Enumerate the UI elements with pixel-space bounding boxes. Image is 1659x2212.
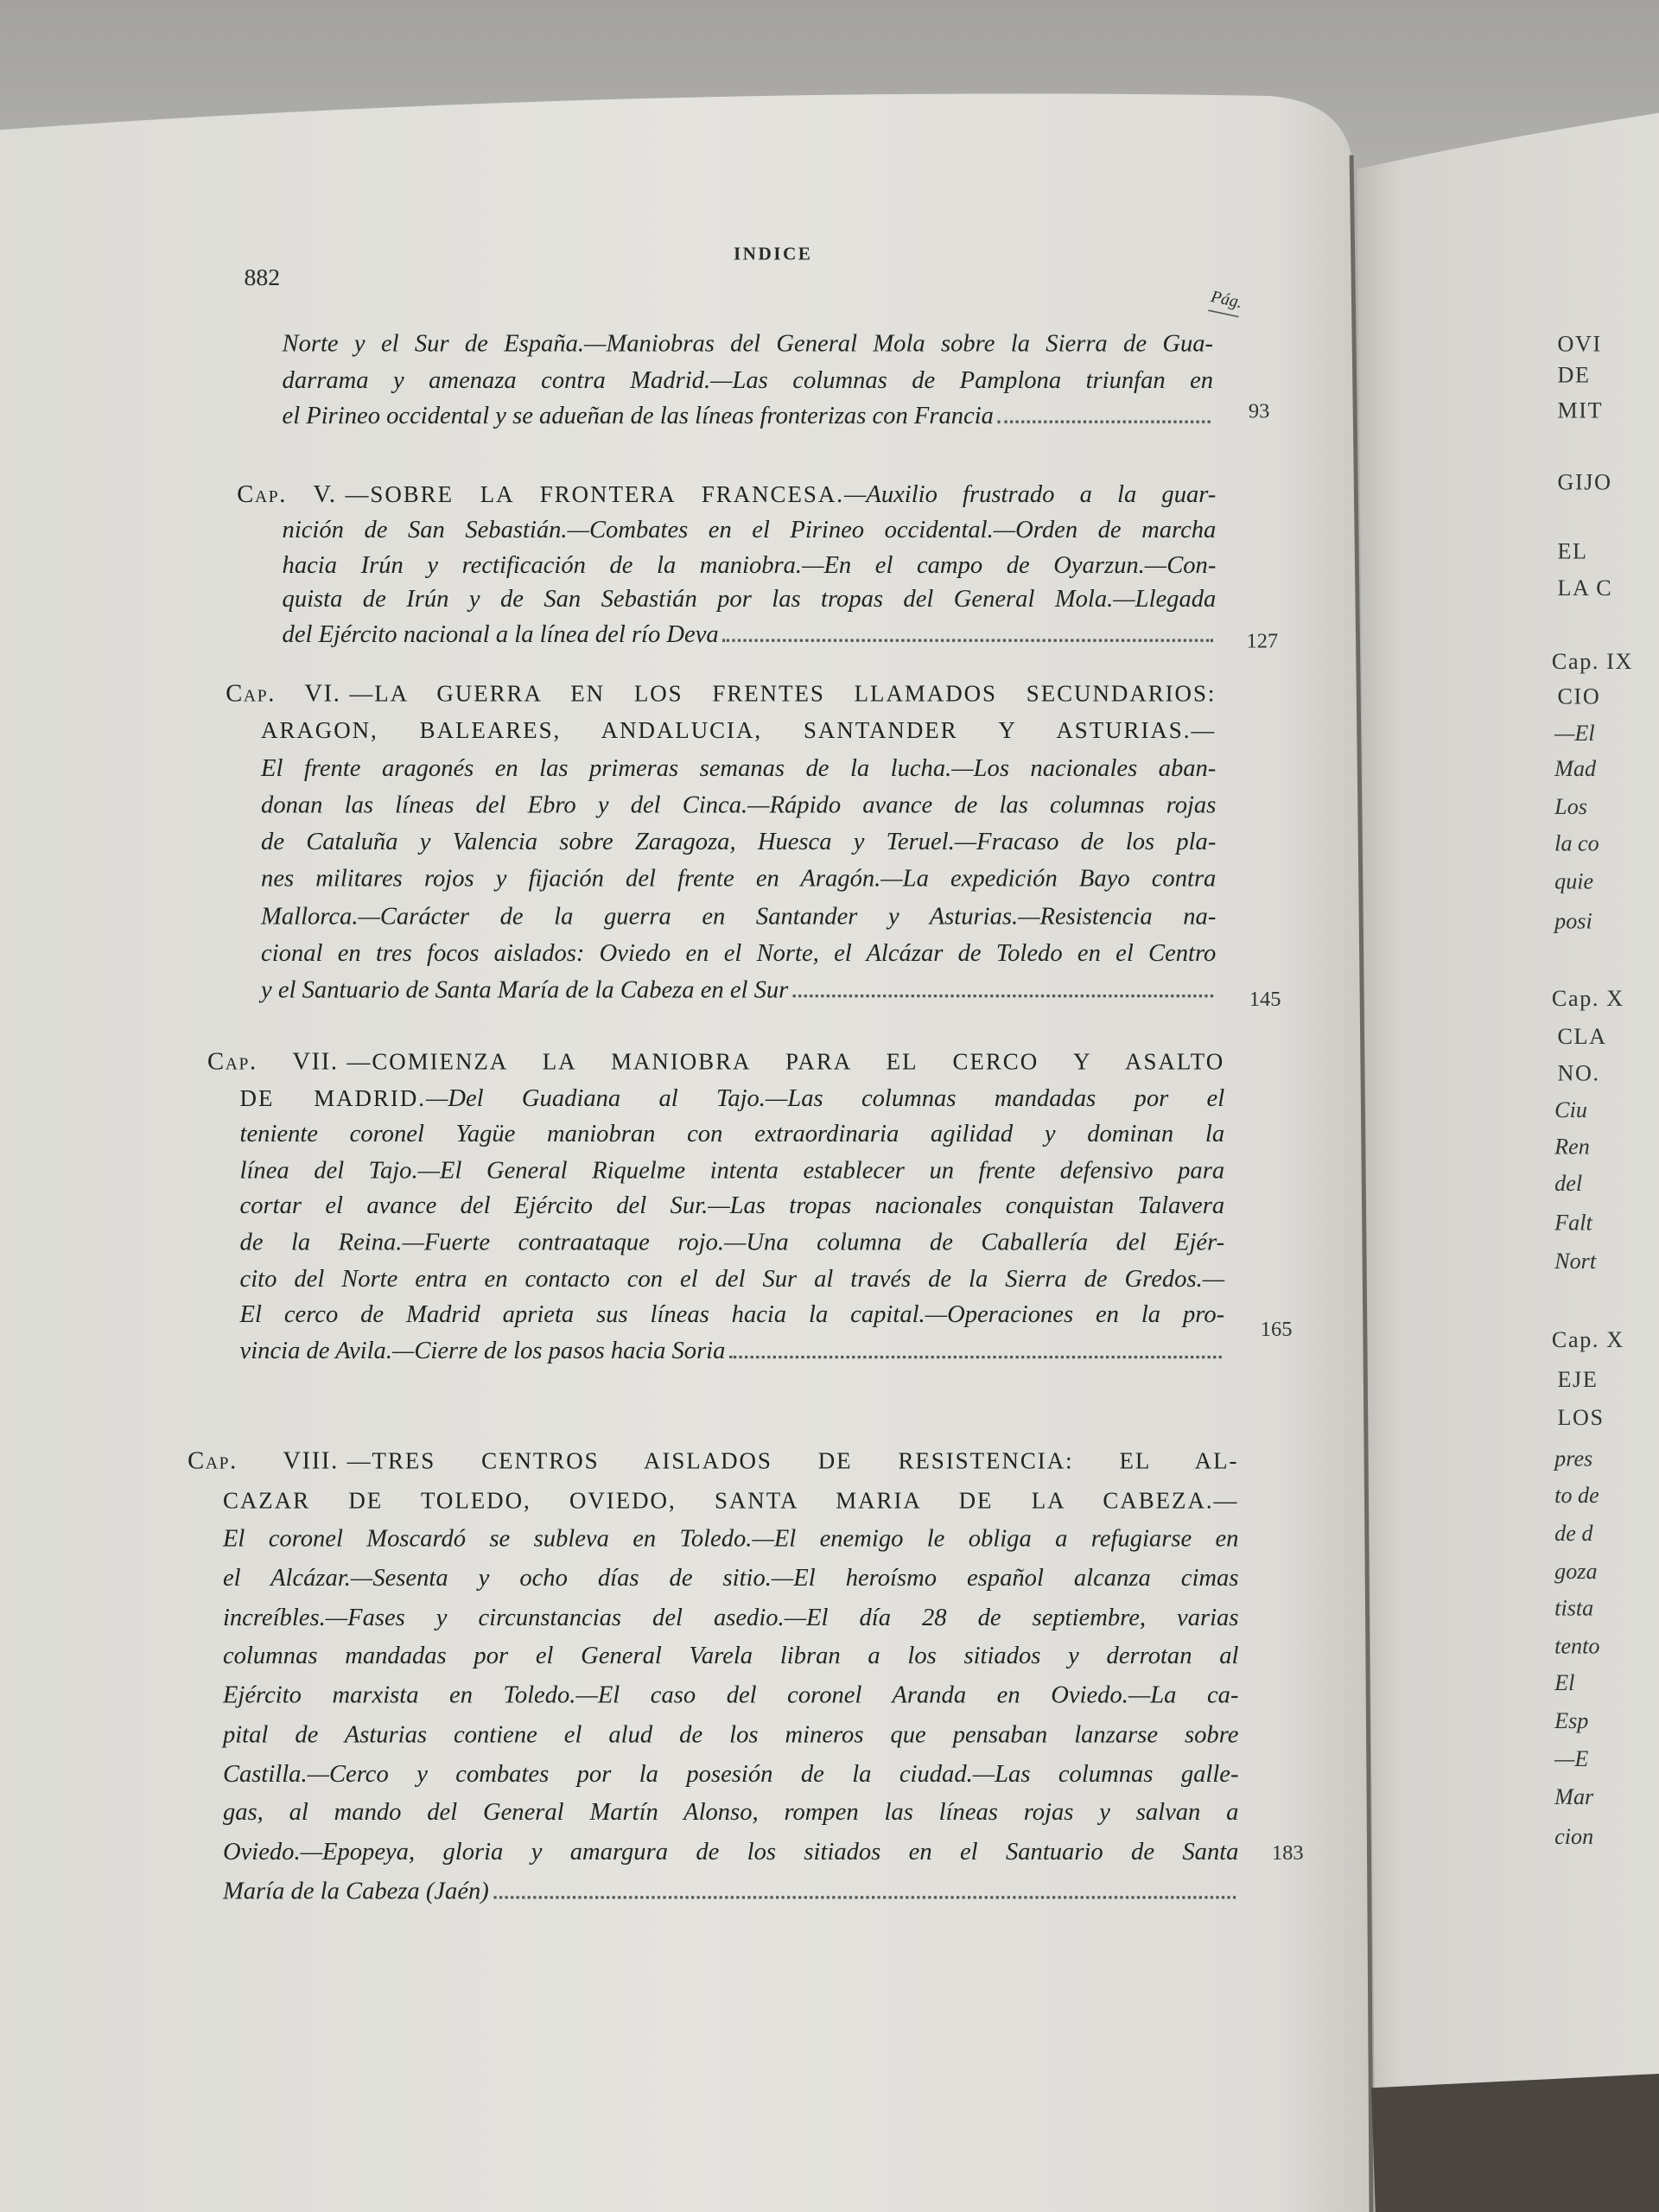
toc-entry-chapter-6: [226, 678, 1281, 1012]
right-page-fragment: tento: [1554, 1635, 1600, 1659]
toc-line: [223, 1681, 1239, 1719]
chapter-summary: donan las líneas del Ebro y del Cinca.—Rápido avance de las columnas rojas: [261, 790, 1217, 818]
toc-line: [283, 515, 1217, 550]
right-page-fragment: Esp: [1554, 1709, 1589, 1734]
toc-entry-chapter-7: [207, 1046, 1293, 1371]
chapter-summary: —Del Guadiana al Tajo.—Las columnas mandadas por el: [425, 1083, 1225, 1111]
toc-line: [223, 1563, 1239, 1602]
toc-line: [223, 1758, 1239, 1797]
chapter-label: Cap. VII.: [207, 1046, 339, 1076]
toc-line: [283, 362, 1214, 398]
toc-line: [283, 397, 1214, 434]
toc-line: [240, 1336, 1225, 1372]
chapter-summary: María de la Cabeza (Jaén): [222, 1875, 489, 1904]
toc-line: [237, 480, 1216, 514]
toc-line: [223, 1797, 1239, 1836]
chapter-summary: Mallorca.—Carácter de la guerra en Santander y Asturias.—Resistencia na-: [261, 900, 1217, 930]
chapter-summary: teniente coronel Yagüe maniobran con extraordinaria agilidad y dominan la: [239, 1118, 1225, 1147]
chapter-summary: El coronel Moscardó se subleva en Toledo.—El enemigo le obliga a refugiarse en: [222, 1523, 1239, 1553]
right-page-fragment: LOS: [1557, 1406, 1605, 1431]
right-page-fragment: Falt: [1554, 1211, 1592, 1236]
chapter-summary: columnas mandadas por el General Varela libran a los sitiados y derrotan al: [222, 1641, 1239, 1670]
toc-line: [240, 1083, 1225, 1119]
chapter-summary: darrama y amenaza contra Madrid.—Las columnas de Pamplona triunfan en: [282, 365, 1214, 393]
toc-line: [223, 1485, 1239, 1524]
toc-entry-chapter-8: [188, 1446, 1304, 1914]
right-page-fragment: EJE: [1557, 1368, 1599, 1393]
toc-line-text: [283, 620, 719, 649]
toc-entry-chapter-5: [237, 480, 1279, 654]
toc-line: [283, 550, 1217, 584]
chapter-summary: nición de San Sebastián.—Combates en el Pirineo occidental.—Orden de marcha: [282, 514, 1217, 543]
page-reference: 127: [1246, 630, 1279, 653]
toc-line: [261, 790, 1216, 827]
chapter-summary: de la Reina.—Fuerte contraataque rojo.—Una columna de Caballería del Ejér-: [239, 1227, 1225, 1256]
right-page-fragment: DE: [1557, 364, 1591, 388]
right-page-fragment: NO.: [1557, 1062, 1600, 1087]
chapter-label: Cap. VIII.: [188, 1446, 339, 1475]
right-page-fragment: Nort: [1554, 1249, 1597, 1274]
chapter-label: Cap. VI.: [226, 678, 341, 707]
right-page-fragment: MIT: [1557, 399, 1604, 423]
right-page-fragment: CIO: [1557, 685, 1601, 710]
right-page-fragment: LA C: [1557, 576, 1613, 601]
toc-line: [261, 864, 1216, 901]
chapter-summary: El frente aragonés en las primeras semanas de la lucha.—Los nacionales aban-: [261, 753, 1217, 781]
chapter-title: —SOBRE LA FRONTERA FRANCESA.: [345, 480, 844, 508]
cover-corner: [1371, 2074, 1659, 2212]
toc-line: [240, 1155, 1225, 1192]
right-page-fragment: El: [1554, 1671, 1575, 1696]
right-page-fragment: tista: [1554, 1597, 1594, 1621]
dot-leader: [998, 421, 1211, 423]
chapter-summary: nes militares rojos y fijación del frente en Aragón.—La expedición Bayo contra: [261, 863, 1217, 893]
right-page-fragment: OVI: [1557, 333, 1602, 358]
right-page-fragment: Ciu: [1554, 1098, 1587, 1123]
toc-line: [226, 678, 1216, 715]
right-page-fragment: goza: [1554, 1560, 1598, 1585]
chapter-summary: y el Santuario de Santa María de la Cabeza en el Sur: [261, 975, 789, 1004]
chapter-summary: cional en tres focos aislados: Oviedo en el Norte, el Alcázar de Toledo en el Centro: [261, 938, 1217, 967]
chapter-label: Cap. V.: [237, 480, 337, 508]
toc-line: [188, 1446, 1238, 1484]
right-page-fragment: de d: [1554, 1522, 1593, 1547]
right-page: [1357, 113, 1659, 2212]
toc-line: [240, 1119, 1225, 1155]
toc-line: [283, 585, 1217, 620]
toc-line: [283, 620, 1217, 654]
dot-leader: [729, 1356, 1222, 1358]
right-page-fragment: Mar: [1554, 1785, 1594, 1810]
toc-line: [240, 1192, 1225, 1228]
toc-line-text: [261, 976, 788, 1005]
chapter-summary: Norte y el Sur de España.—Maniobras del General Mola sobre la Sierra de Gua-: [282, 328, 1214, 358]
page-number: 882: [244, 264, 281, 291]
chapter-summary: de Cataluña y Valencia sobre Zaragoza, Huesca y Teruel.—Fracaso de los pla-: [261, 827, 1217, 855]
toc-line: [261, 753, 1216, 790]
right-page-fragment: Ren: [1554, 1135, 1590, 1160]
toc-line: [240, 1300, 1225, 1336]
right-page-fragment: del: [1554, 1172, 1583, 1197]
toc-line-text: [223, 1876, 489, 1905]
page-column-label: Pág.: [1208, 286, 1244, 317]
chapter-summary: Castilla.—Cerco y combates por la posesión de la ciudad.—Las columnas galle-: [222, 1758, 1239, 1787]
chapter-summary: vincia de Avila.—Cierre de los pasos hacia Soria: [239, 1335, 726, 1364]
right-page-fragment: CLA: [1557, 1025, 1607, 1050]
dot-leader: [792, 995, 1213, 998]
chapter-summary: —Auxilio frustrado a la guar-: [843, 480, 1217, 508]
right-page-fragment: quie: [1554, 870, 1594, 895]
chapter-summary: gas, al mando del General Martín Alonso, rompen las líneas rojas y salvan a: [222, 1797, 1239, 1826]
chapter-title: DE MADRID.: [239, 1084, 426, 1111]
chapter-title: —LA GUERRA EN LOS FRENTES LLAMADOS SECUNDARIOS:: [349, 679, 1217, 707]
right-page-fragment: —El: [1554, 721, 1595, 747]
toc-line: [223, 1719, 1239, 1758]
toc-line-text: [283, 397, 994, 434]
chapter-summary: el Pirineo occidental y se adueñan de las líneas fronterizas con Francia: [282, 400, 994, 429]
right-page-fragment: EL: [1557, 540, 1588, 565]
toc-line: [223, 1837, 1239, 1876]
right-page-fragment: cion: [1554, 1825, 1594, 1850]
right-page-fragment: pres: [1554, 1447, 1593, 1471]
right-page-fragment: —E: [1554, 1747, 1589, 1772]
toc-line-text: [240, 1336, 726, 1365]
chapter-title: —COMIENZA LA MANIOBRA PARA EL CERCO Y ASALTO: [346, 1048, 1225, 1076]
toc-line: [240, 1263, 1225, 1300]
chapter-summary: cortar el avance del Ejército del Sur.—Las tropas nacionales conquistan Talavera: [239, 1191, 1225, 1220]
chapter-summary: pital de Asturias contiene el alud de los mineros que pensaban lanzarse sobre: [222, 1719, 1239, 1748]
toc-line: [240, 1227, 1225, 1263]
chapter-summary: hacia Irún y rectificación de la maniobra.—En el campo de Oyarzun.—Con-: [282, 550, 1217, 578]
toc-line: [261, 901, 1216, 938]
page-reference: 165: [1260, 1319, 1293, 1343]
page-reference: 145: [1249, 988, 1281, 1012]
chapter-summary: línea del Tajo.—El General Riquelme intenta establecer un frente defensivo para: [239, 1154, 1225, 1184]
chapter-title: ARAGON, BALEARES, ANDALUCIA, SANTANDER Y ASTURIAS.—: [261, 716, 1217, 744]
right-page-fragment: Cap. IX: [1551, 650, 1634, 675]
chapter-summary: quista de Irún y de San Sebastián por las tropas del General Mola.—Llegada: [282, 584, 1217, 613]
right-page-fragment: Cap. X: [1551, 987, 1624, 1012]
dot-leader: [723, 639, 1213, 642]
page-reference: 93: [1248, 400, 1270, 423]
chapter-summary: El cerco de Madrid aprieta sus líneas hacia la capital.—Operaciones en la pro-: [239, 1299, 1225, 1328]
chapter-title: CAZAR DE TOLEDO, OVIEDO, SANTA MARIA DE LA CABEZA.—: [222, 1486, 1239, 1514]
right-page-fragment: la co: [1554, 832, 1599, 857]
running-header-title: INDICE: [733, 242, 813, 264]
chapter-summary: Ejército marxista en Toledo.—El caso del coronel Aranda en Oviedo.—La ca-: [222, 1680, 1239, 1709]
chapter-title: —TRES CENTROS AISLADOS DE RESISTENCIA: EL AL-: [346, 1447, 1239, 1475]
toc-line: [223, 1641, 1239, 1680]
right-page-fragment: GIJO: [1557, 471, 1612, 496]
chapter-summary: Oviedo.—Epopeya, gloria y amargura de los sitiados en el Santuario de Santa: [222, 1836, 1239, 1866]
right-page-fragment: Los: [1554, 795, 1587, 820]
toc-line: [223, 1524, 1239, 1563]
dot-leader: [493, 1896, 1236, 1898]
right-page-fragment: to de: [1554, 1484, 1599, 1509]
right-page-fragment: Cap. X: [1551, 1328, 1624, 1353]
toc-line: [283, 326, 1214, 362]
page-reference: 183: [1271, 1842, 1304, 1866]
chapter-summary: increíbles.—Fases y circunstancias del asedio.—El día 28 de septiembre, varias: [222, 1602, 1239, 1630]
chapter-summary: el Alcázar.—Sesenta y ocho días de sitio.—El heroísmo español alcanza cimas: [222, 1563, 1239, 1592]
toc-line: [261, 938, 1216, 976]
toc-line: [261, 976, 1216, 1013]
toc-line: [261, 715, 1216, 753]
toc-line: [261, 827, 1216, 864]
toc-line: [223, 1602, 1239, 1641]
right-page-fragment: Mad: [1554, 757, 1597, 782]
toc-line: [207, 1046, 1224, 1083]
chapter-summary: cito del Norte entra en contacto con el del Sur al través de la Sierra de Gredos.—: [239, 1263, 1225, 1292]
toc-entry-continuation: [282, 326, 1270, 434]
toc-line: [223, 1876, 1239, 1915]
chapter-summary: del Ejército nacional a la línea del río Deva: [282, 620, 719, 648]
right-page-fragment: posi: [1554, 910, 1592, 934]
